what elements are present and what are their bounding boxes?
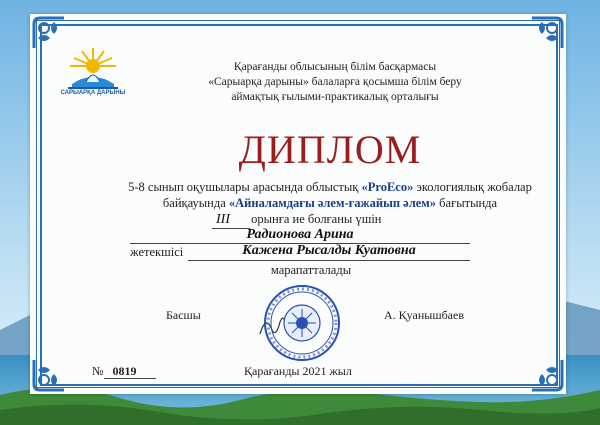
diploma-certificate bbox=[30, 14, 566, 394]
corner-ornament-bottom-right bbox=[530, 358, 564, 392]
number-symbol: № bbox=[92, 364, 104, 378]
director-label: Басшы bbox=[166, 308, 201, 322]
supervisor-underline bbox=[188, 260, 470, 261]
student-name: Радионова Арина bbox=[246, 227, 354, 242]
official-seal bbox=[262, 283, 342, 363]
organization-header bbox=[150, 60, 520, 105]
place-value: III bbox=[216, 212, 230, 227]
diploma-number bbox=[92, 364, 136, 379]
supervisor-label: жетекшісі bbox=[130, 245, 184, 259]
diploma-title: ДИПЛОМ bbox=[238, 127, 422, 172]
number-underline bbox=[104, 378, 156, 379]
issue-place-year: Қарағанды 2021 жыл bbox=[244, 364, 352, 378]
text-segment: байқауында bbox=[162, 196, 229, 210]
description-line-2 bbox=[100, 195, 560, 211]
org-line-1: Қарағанды облысының білім басқармасы bbox=[233, 61, 437, 73]
org-line-3: аймақтық ғылыми-практикалық орталығы bbox=[231, 91, 439, 103]
text-segment: экологиялық жобалар bbox=[413, 180, 532, 194]
corner-ornament-bottom-left bbox=[32, 358, 66, 392]
place-row bbox=[216, 212, 381, 228]
corner-ornament-top-right bbox=[530, 16, 564, 50]
text-segment: 5-8 сынып оқушылары арасында облыстық bbox=[128, 180, 362, 194]
awarded-text: марапатталады bbox=[270, 263, 352, 277]
text-segment: бағытында bbox=[436, 196, 498, 210]
description-line-1 bbox=[100, 179, 560, 195]
number-value: 0819 bbox=[112, 364, 137, 378]
direction-name: «Айналамдағы әлем-ғажайып әлем» bbox=[228, 196, 437, 210]
contest-name: «ProEco» bbox=[361, 180, 414, 194]
supervisor-name: Кажена Рысалды Куатовна bbox=[242, 243, 416, 258]
org-line-2: «Сарыарқа дарыны» балаларға қосымша білім беру bbox=[208, 76, 462, 88]
director-name: А. Қуанышбаев bbox=[384, 308, 464, 322]
logo-caption: САРЫАРҚА ДАРЫНЫ bbox=[60, 90, 126, 96]
place-suffix: орынға ие болғаны үшін bbox=[251, 212, 382, 226]
award-description bbox=[100, 179, 560, 211]
